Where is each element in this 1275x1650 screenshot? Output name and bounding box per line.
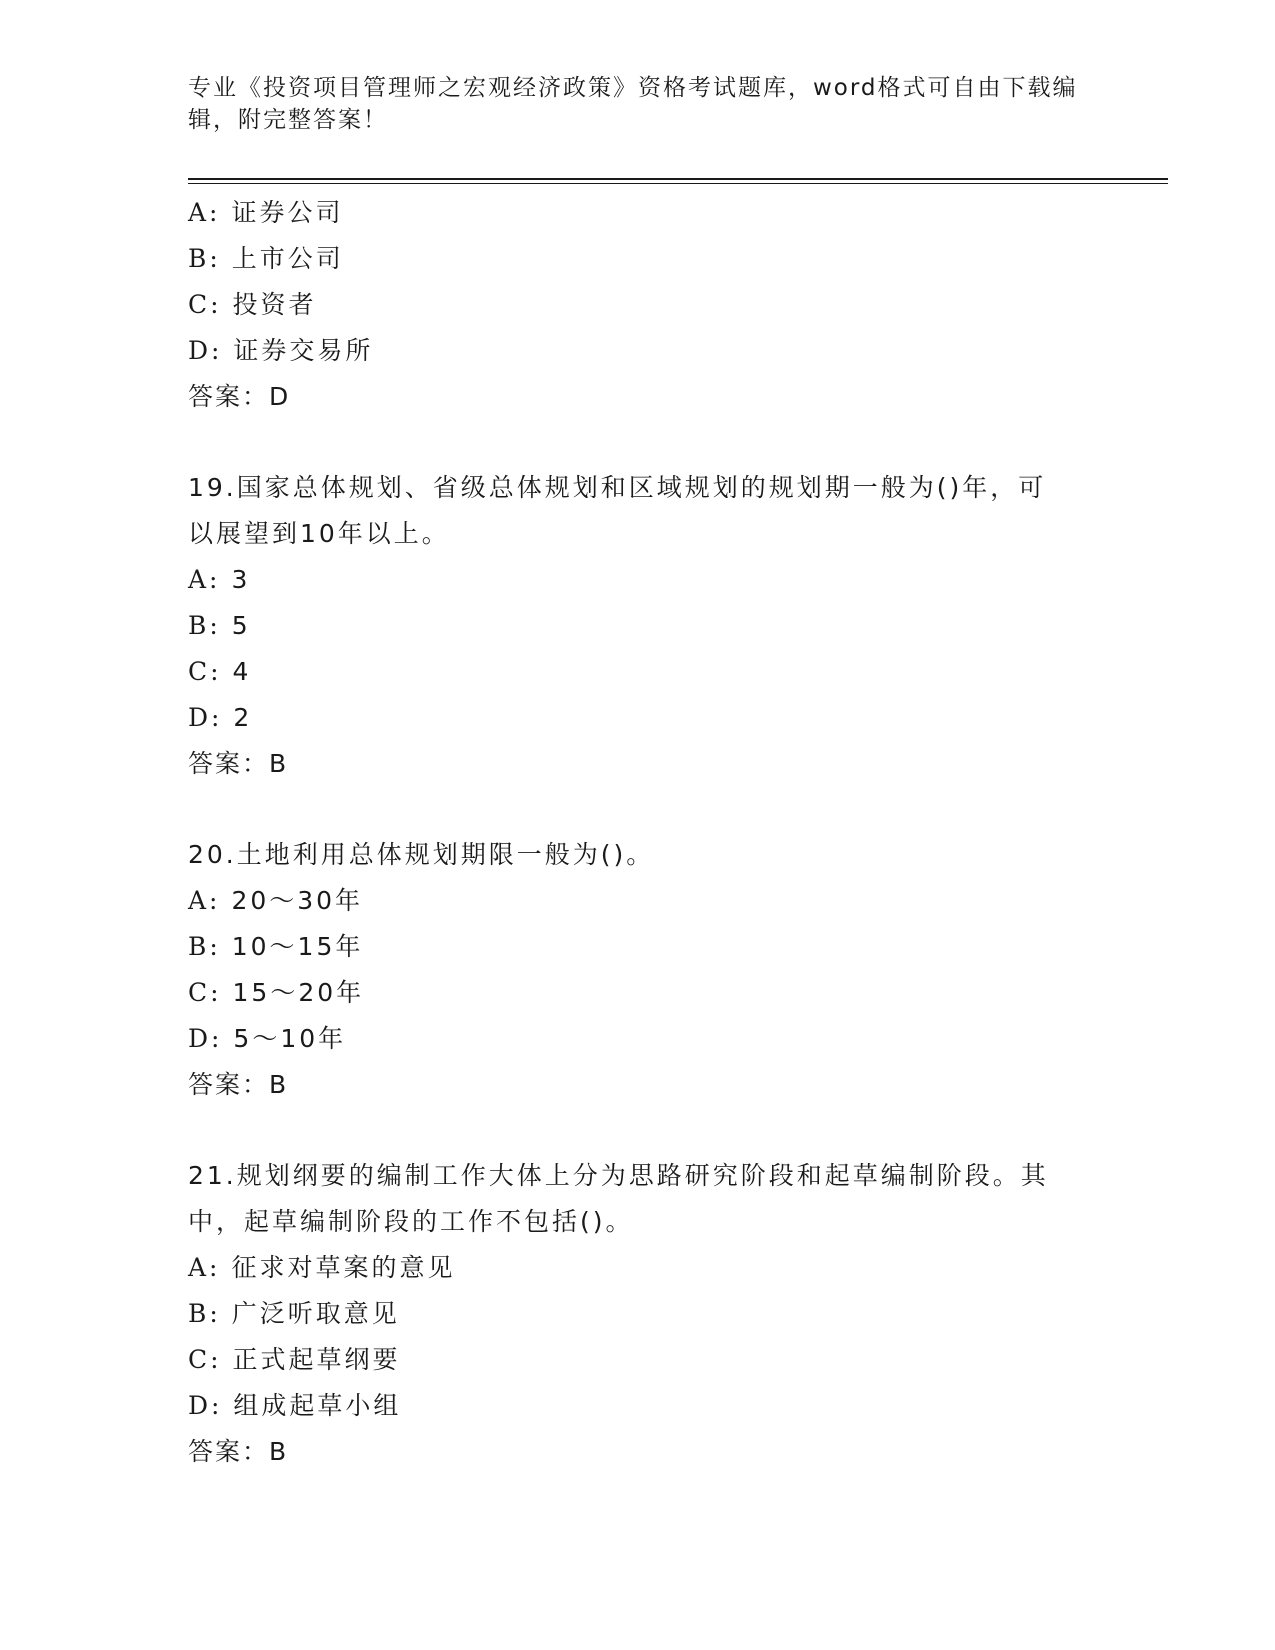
option-text: 征求对草案的意见 bbox=[231, 1253, 456, 1282]
answer-line: 答案：B bbox=[188, 749, 289, 778]
option-b bbox=[188, 1291, 1088, 1337]
answer-line: 答案：D bbox=[188, 382, 291, 411]
answer-line: 答案：B bbox=[188, 1070, 289, 1099]
option-d bbox=[188, 1016, 1088, 1062]
option-d bbox=[188, 1383, 1088, 1429]
option-d bbox=[188, 328, 1088, 374]
option-a bbox=[188, 557, 1088, 603]
option-letter: A: bbox=[188, 886, 221, 915]
option-letter: B: bbox=[188, 244, 221, 273]
option-c bbox=[188, 282, 1088, 328]
question-line-1: 20.土地利用总体规划期限一般为()。 bbox=[188, 840, 655, 869]
option-text: 3 bbox=[231, 565, 251, 594]
option-text: 正式起草纲要 bbox=[232, 1345, 401, 1374]
option-text: 5 bbox=[231, 611, 251, 640]
option-c bbox=[188, 970, 1088, 1016]
question-line-1: 21.规划纲要的编制工作大体上分为思路研究阶段和起草编制阶段。其 bbox=[188, 1161, 1049, 1190]
header-rule-thick bbox=[188, 178, 1168, 180]
question-line-2: 中，起草编制阶段的工作不包括()。 bbox=[188, 1207, 634, 1236]
question-line-2: 以展望到10年以上。 bbox=[188, 519, 450, 548]
option-letter: B: bbox=[188, 1299, 221, 1328]
option-text: 15～20年 bbox=[232, 978, 365, 1007]
option-c bbox=[188, 1337, 1088, 1383]
question-line-1: 19.国家总体规划、省级总体规划和区域规划的规划期一般为()年，可 bbox=[188, 473, 1047, 502]
option-letter: D: bbox=[188, 336, 223, 365]
option-a bbox=[188, 878, 1088, 924]
option-a bbox=[188, 1245, 1088, 1291]
option-text: 组成起草小组 bbox=[233, 1391, 402, 1420]
option-letter: D: bbox=[188, 703, 223, 732]
option-d bbox=[188, 695, 1088, 741]
option-b bbox=[188, 924, 1088, 970]
option-b bbox=[188, 236, 1088, 282]
option-text: 上市公司 bbox=[231, 244, 344, 273]
option-text: 10～15年 bbox=[231, 932, 364, 961]
option-text: 20～30年 bbox=[231, 886, 364, 915]
question-text bbox=[188, 1153, 1088, 1245]
question-block-18 bbox=[188, 190, 1088, 420]
option-c bbox=[188, 649, 1088, 695]
option-letter: C: bbox=[188, 290, 222, 319]
question-block-20 bbox=[188, 832, 1088, 1108]
option-letter: A: bbox=[188, 1253, 221, 1282]
option-letter: C: bbox=[188, 1345, 222, 1374]
option-text: 2 bbox=[233, 703, 253, 732]
option-text: 投资者 bbox=[232, 290, 317, 319]
header-rule-thin bbox=[188, 183, 1168, 184]
header-line-1: 专业《投资项目管理师之宏观经济政策》资格考试题库，word格式可自由下载编 bbox=[188, 75, 1078, 101]
option-letter: C: bbox=[188, 657, 222, 686]
option-letter: A: bbox=[188, 565, 221, 594]
question-text bbox=[188, 465, 1088, 557]
option-a bbox=[188, 190, 1088, 236]
option-text: 5～10年 bbox=[233, 1024, 347, 1053]
option-text: 证券交易所 bbox=[233, 336, 374, 365]
option-letter: D: bbox=[188, 1024, 223, 1053]
option-b bbox=[188, 603, 1088, 649]
question-text bbox=[188, 832, 1088, 878]
question-block-19 bbox=[188, 465, 1088, 787]
option-text: 广泛听取意见 bbox=[231, 1299, 400, 1328]
option-letter: D: bbox=[188, 1391, 223, 1420]
document-header bbox=[188, 72, 1088, 136]
question-list bbox=[188, 190, 1088, 1475]
option-letter: B: bbox=[188, 611, 221, 640]
header-line-2: 辑，附完整答案！ bbox=[188, 107, 388, 133]
option-letter: C: bbox=[188, 978, 222, 1007]
answer-line: 答案：B bbox=[188, 1437, 289, 1466]
question-block-21 bbox=[188, 1153, 1088, 1475]
option-text: 证券公司 bbox=[231, 198, 344, 227]
option-letter: A: bbox=[188, 198, 221, 227]
option-text: 4 bbox=[232, 657, 252, 686]
option-letter: B: bbox=[188, 932, 221, 961]
